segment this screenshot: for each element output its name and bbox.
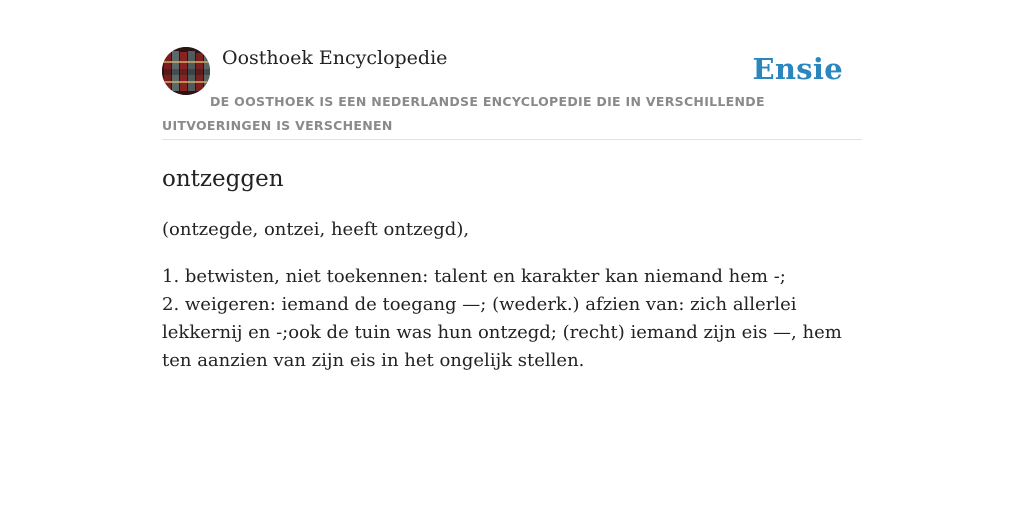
source-header bbox=[162, 0, 862, 140]
entry-definition bbox=[162, 263, 864, 375]
definition-item: 1. betwisten, niet toekennen: talent en karakter kan niemand hem -; bbox=[162, 266, 786, 287]
entry-forms: (ontzegde, ontzei, heeft ontzegd), bbox=[162, 219, 470, 240]
definition-item: 2. weigeren: iemand de toegang —; (wederk.) afzien van: zich allerlei lekkernij en -;ook de tuin was hun ontzegd; (recht) iemand zijn eis —, hem ten aanzien van zijn eis in het ongelijk stellen. bbox=[162, 294, 842, 371]
books-icon bbox=[162, 47, 210, 95]
source-title[interactable]: Oosthoek Encyclopedie bbox=[222, 47, 448, 69]
ensie-logo-link[interactable]: Ensie bbox=[752, 52, 843, 86]
page-container bbox=[162, 0, 862, 371]
source-avatar[interactable] bbox=[162, 47, 210, 95]
entry-title: ontzeggen bbox=[162, 166, 284, 192]
source-tagline: DE OOSTHOEK IS EEN NEDERLANDSE ENCYCLOPEDIE DIE IN VERSCHILLENDE UITVOERINGEN IS VERSCHENEN bbox=[162, 94, 765, 133]
